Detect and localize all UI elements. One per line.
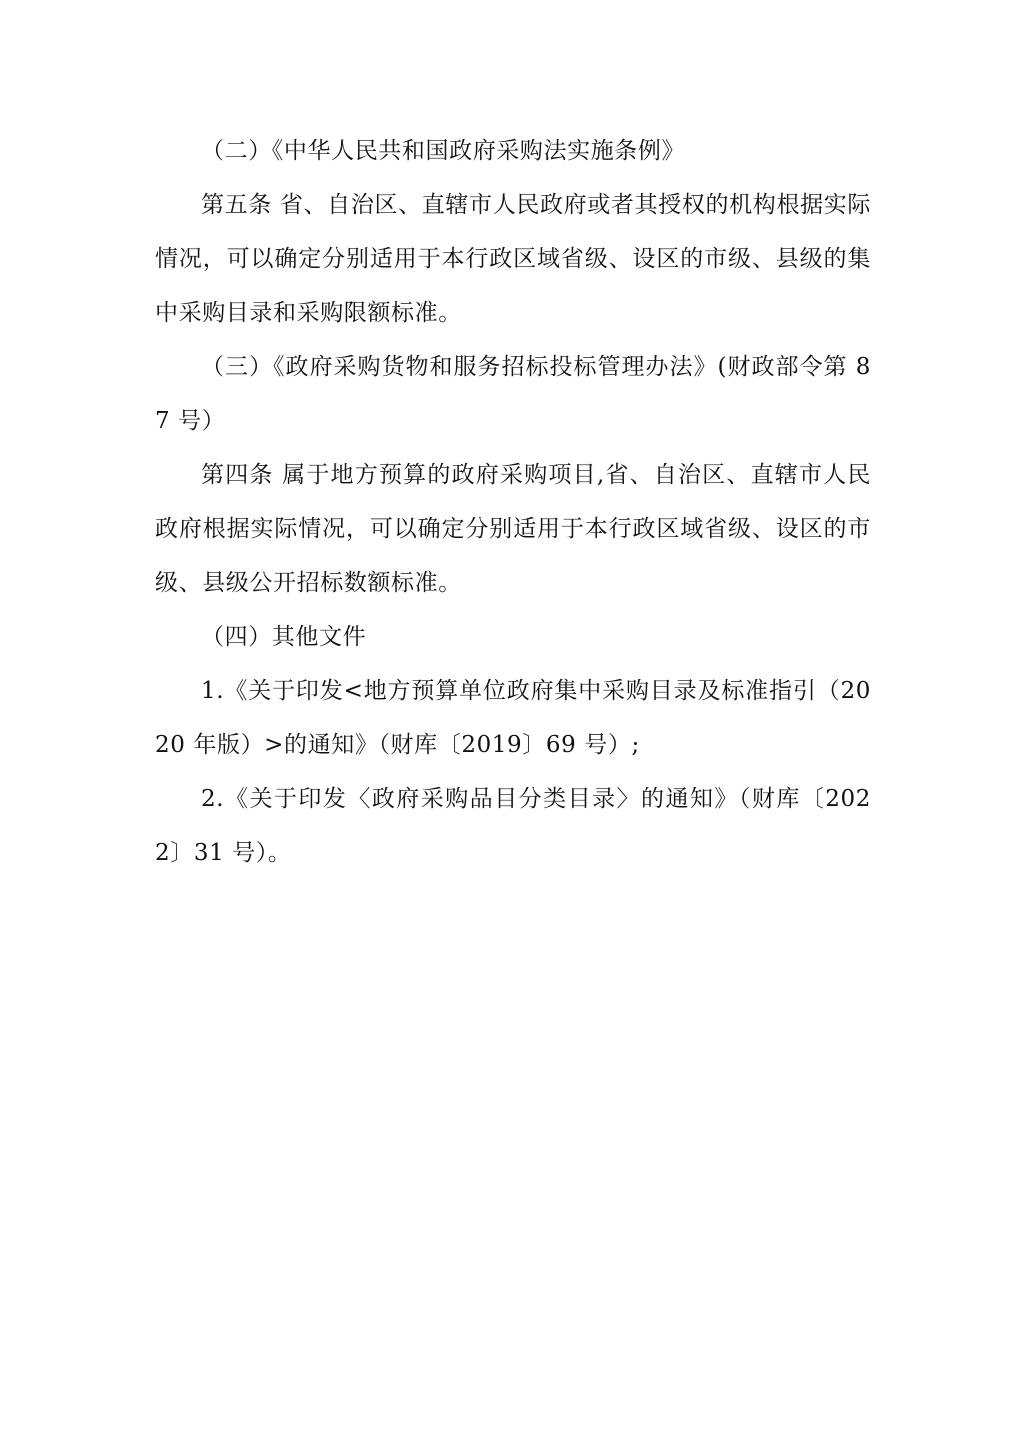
other-document-item-1: 1.《关于印发<地方预算单位政府集中采购目录及标准指引（2020 年版）>的通知》（财库〔2019〕69 号）; xyxy=(155,678,871,758)
section-heading-other-documents: （四）其他文件 xyxy=(201,624,367,650)
document-body xyxy=(155,124,871,880)
article-five-text: 第五条 省、自治区、直辖市人民政府或者其授权的机构根据实际情况，可以确定分别适用于本行政区域省级、设区的市级、县级的集中采购目录和采购限额标准。 xyxy=(155,192,871,326)
section-heading-implementing-regulations: （二）《中华人民共和国政府采购法实施条例》 xyxy=(201,138,686,164)
section-heading-bidding-measures: （三）《政府采购货物和服务招标投标管理办法》(财政部令第 87 号） xyxy=(155,354,871,434)
article-four-text: 第四条 属于地方预算的政府采购项目,省、自治区、直辖市人民政府根据实际情况，可以确定分别适用于本行政区域省级、设区的市级、县级公开招标数额标准。 xyxy=(155,462,871,596)
other-document-item-2: 2.《关于印发〈政府采购品目分类目录〉的通知》（财库〔2022〕31 号）。 xyxy=(155,786,871,866)
